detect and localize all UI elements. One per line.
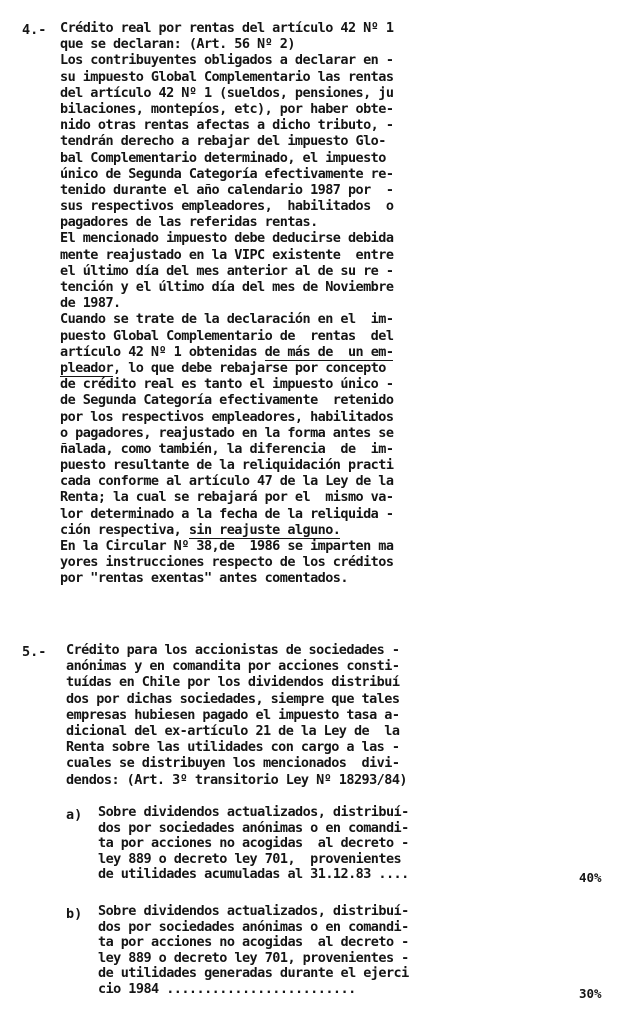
item-line: Sobre dividendos actualizados, distribuí- xyxy=(98,903,409,919)
para-line: de crédito real es tanto el impuesto único - xyxy=(60,376,394,393)
para-line: su impuesto Global Complementario las rentas xyxy=(60,68,394,85)
para-line: único de Segunda Categoría efectivamente re- xyxy=(60,165,394,182)
item-line: ta por acciones no acogidas al decreto - xyxy=(98,835,409,851)
item-line: Sobre dividendos actualizados, distribuí- xyxy=(98,804,409,820)
item-line: ley 889 o decreto ley 701, provenientes xyxy=(98,850,402,867)
para-line: de Segunda Categoría efectivamente retenido xyxy=(60,392,394,409)
item-b-percent: 30% xyxy=(579,986,602,1001)
para-line xyxy=(60,522,393,538)
item-line: ley 889 o decreto ley 701, provenientes - xyxy=(98,949,409,966)
item-line: de utilidades acumuladas al 31.12.83 .... xyxy=(98,866,409,882)
item-b-text xyxy=(98,904,409,997)
section-4-heading-line: que se declaran: (Art. 56 Nº 2) xyxy=(60,36,295,53)
para-line xyxy=(60,360,393,376)
para-line: yores instrucciones respecto de los créditos xyxy=(60,554,394,571)
para-line: anónimas y en comandita por acciones consti- xyxy=(66,658,400,675)
section-5-intro xyxy=(66,642,407,788)
para-line: dendos: (Art. 3º transitorio Ley Nº 18293/84) xyxy=(66,771,407,788)
para-line: pagadores de las referidas rentas. xyxy=(60,214,318,231)
para-line: Cuando se trate de la declaración en el im- xyxy=(60,311,394,328)
item-line: de utilidades generadas durante el ejerci xyxy=(98,965,409,981)
para-line: por los respectivos empleadores, habilitados xyxy=(60,408,394,425)
para-text: , lo que debe rebajarse por concepto xyxy=(113,359,386,376)
para-line: puesto Global Complementario de rentas del xyxy=(60,327,394,344)
para-line: Renta sobre las utilidades con cargo a las - xyxy=(66,739,400,756)
para-line: del artículo 42 Nº 1 (sueldos, pensiones, ju xyxy=(60,84,394,101)
para-line: El mencionado impuesto debe deducirse debida xyxy=(60,230,394,247)
item-line: ta por acciones no acogidas al decreto - xyxy=(98,934,409,950)
para-line: Crédito para los accionistas de sociedades - xyxy=(66,642,400,658)
item-b-label: b) xyxy=(66,906,83,922)
para-line: cuales se distribuyen los mencionados divi- xyxy=(66,755,400,772)
para-text: artículo 42 Nº 1 obtenidas xyxy=(60,343,265,360)
para-line: En la Circular Nº 38,de 1986 se imparten ma xyxy=(60,538,394,554)
underlined-phrase: pleador xyxy=(60,359,114,376)
section-5-number: 5.- xyxy=(22,644,47,660)
para-line: puesto resultante de la reliquidación practi xyxy=(60,457,394,474)
para-line: ñalada, como también, la diferencia de im- xyxy=(60,440,394,457)
para-line: por "rentas exentas" antes comentados. xyxy=(60,570,348,587)
para-line: dicional del ex-artículo 21 de la Ley de la xyxy=(66,722,400,739)
para-line: dos por dichas sociedades, siempre que tales xyxy=(66,690,400,707)
section-4-number: 4.- xyxy=(22,22,47,38)
para-line: empresas hubiesen pagado el impuesto tasa a- xyxy=(66,706,400,723)
section-4-body xyxy=(60,20,393,587)
para-line: bilaciones, montepíos, etc), por haber obte- xyxy=(60,100,394,117)
para-line: sus respectivos empleadores, habilitados o xyxy=(60,198,394,215)
para-line: cada conforme al artículo 47 de la Ley de la xyxy=(60,473,394,490)
item-a-text xyxy=(98,805,409,883)
para-line: tendrán derecho a rebajar del impuesto Glo- xyxy=(60,133,386,150)
para-line: o pagadores, reajustado en la forma antes se xyxy=(60,424,394,441)
para-line: el último día del mes anterior al de su re - xyxy=(60,262,394,279)
item-line: dos por sociedades anónimas o en comandi- xyxy=(98,819,409,836)
underlined-phrase: de más de un em- xyxy=(264,343,394,360)
para-line: tuídas en Chile por los dividendos distribuí xyxy=(66,674,400,691)
para-line: Los contribuyentes obligados a declarar en - xyxy=(60,52,394,69)
para-line xyxy=(60,344,393,360)
para-line: lor determinado a la fecha de la reliquida - xyxy=(60,505,394,522)
para-line: bal Complementario determinado, el impuesto xyxy=(60,149,386,166)
para-line: Renta; la cual se rebajará por el mismo va- xyxy=(60,489,394,506)
para-text: ción respectiva, xyxy=(60,521,189,538)
para-line: de 1987. xyxy=(60,295,121,312)
item-a-label: a) xyxy=(66,807,83,823)
item-line: dos por sociedades anónimas o en comandi- xyxy=(98,918,409,935)
item-a-percent: 40% xyxy=(579,870,602,885)
underlined-phrase: sin reajuste alguno. xyxy=(188,521,341,538)
para-line: tenido durante el año calendario 1987 por - xyxy=(60,181,394,198)
para-line: nido otras rentas afectas a dicho tributo, - xyxy=(60,117,394,134)
para-line: tención y el último día del mes de Noviembre xyxy=(60,279,394,295)
section-4-heading-line: Crédito real por rentas del artículo 42 Nº 1 xyxy=(60,20,394,36)
para-line: mente reajustado en la VIPC existente entre xyxy=(60,246,394,263)
item-line: cio 1984 ......................... xyxy=(98,980,356,997)
